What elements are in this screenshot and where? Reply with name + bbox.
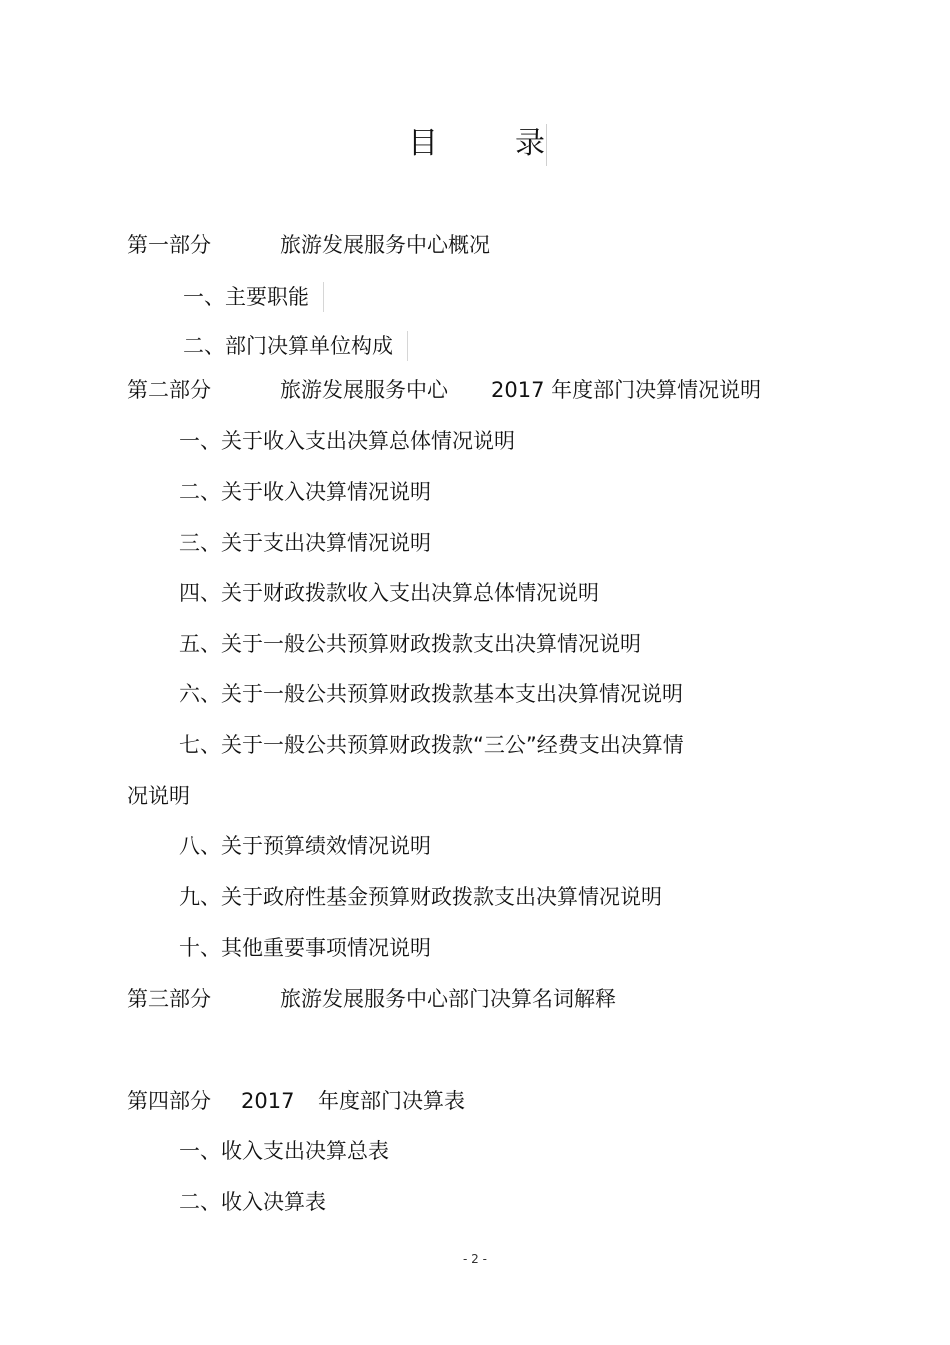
part-3-title: 旅游发展服务中心部门决算名词解释	[280, 987, 616, 1011]
part-3-heading	[127, 984, 687, 1014]
part-4-title: 年度部门决算表	[318, 1089, 465, 1113]
part-2-item-10: 十、其他重要事项情况说明	[179, 936, 431, 960]
part-2-item-4: 四、关于财政拨款收入支出决算总体情况说明	[179, 581, 599, 605]
part-2-item-5: 五、关于一般公共预算财政拨款支出决算情况说明	[179, 632, 641, 656]
part-1-item-1	[183, 282, 324, 312]
part-2-item-1: 一、关于收入支出决算总体情况说明	[179, 429, 515, 453]
part-2-title-b: 2017 年度部门决算情况说明	[491, 378, 762, 402]
field-separator	[323, 282, 324, 312]
part-4-item-2: 二、收入决算表	[179, 1190, 326, 1214]
text-cursor-marker	[546, 124, 547, 166]
part-2-title-a: 旅游发展服务中心	[280, 378, 448, 402]
part-2-item-7-continued: 况说明	[127, 784, 190, 808]
part-4-heading	[127, 1086, 527, 1116]
page-number: - 2 -	[463, 1252, 487, 1266]
toc-title-char-1: 目	[408, 126, 438, 161]
part-4-item-1: 一、收入支出决算总表	[179, 1139, 389, 1163]
part-1-item-2	[183, 331, 408, 361]
part-2-item-6: 六、关于一般公共预算财政拨款基本支出决算情况说明	[179, 682, 683, 706]
part-1-item-2-text: 二、部门决算单位构成	[183, 334, 393, 358]
part-2-label: 第二部分	[127, 378, 211, 402]
part-2-item-7: 七、关于一般公共预算财政拨款“三公”经费支出决算情	[179, 733, 684, 757]
toc-title-char-2: 录	[515, 126, 545, 161]
part-2-item-3: 三、关于支出决算情况说明	[179, 531, 431, 555]
part-1-label: 第一部分	[127, 233, 211, 257]
part-4-year: 2017	[241, 1089, 295, 1113]
part-1-item-1-text: 一、主要职能	[183, 285, 309, 309]
part-2-item-9: 九、关于政府性基金预算财政拨款支出决算情况说明	[179, 885, 662, 909]
part-4-label: 第四部分	[127, 1089, 211, 1113]
part-3-label: 第三部分	[127, 987, 211, 1011]
part-1-heading	[127, 230, 547, 260]
field-separator	[407, 331, 408, 361]
part-2-item-2: 二、关于收入决算情况说明	[179, 480, 431, 504]
part-2-heading	[127, 375, 827, 405]
part-1-title: 旅游发展服务中心概况	[280, 233, 490, 257]
part-2-item-8: 八、关于预算绩效情况说明	[179, 834, 431, 858]
